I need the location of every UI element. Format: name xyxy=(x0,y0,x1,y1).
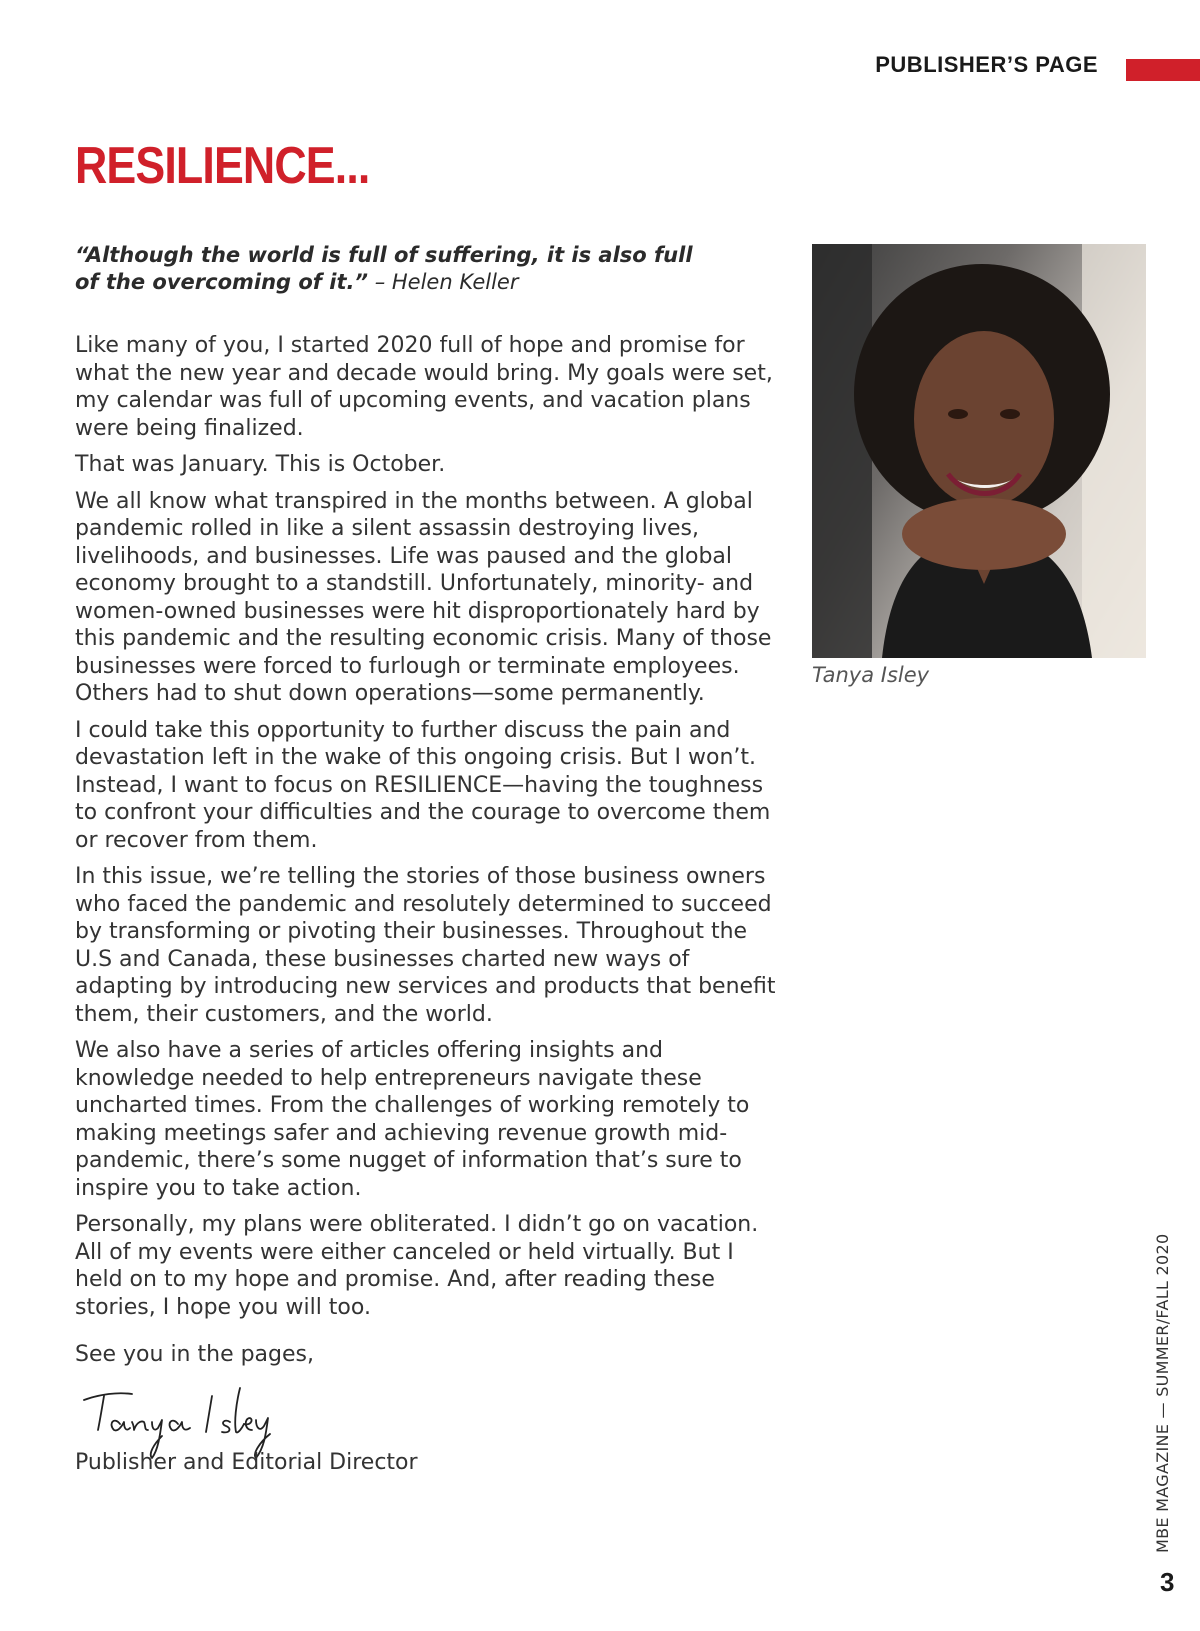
quote-text: “Although the world is full of suffering, it is also full of the overcoming of it.” xyxy=(75,243,693,294)
magazine-issue-footer: MBE MAGAZINE — SUMMER/FALL 2020 xyxy=(1153,1233,1172,1553)
signoff-line: See you in the pages, xyxy=(75,1342,314,1367)
section-label: PUBLISHER’S PAGE xyxy=(875,52,1098,77)
quote-attribution: – Helen Keller xyxy=(374,270,519,294)
section-accent-bar xyxy=(1126,59,1200,81)
article-title: RESILIENCE... xyxy=(75,137,370,195)
body-paragraph: In this issue, we’re telling the stories of those business owners who faced the pandemic and resolutely determined to succeed by transforming or pivoting their businesses. Throughout the U.S and Canada, these businesses charted new ways of adapting by introducing new services and products that benefit them, their customers, and the world. xyxy=(75,864,776,1027)
signer-title: Publisher and Editorial Director xyxy=(75,1450,418,1475)
photo-caption: Tanya Isley xyxy=(812,663,930,687)
body-paragraph: We also have a series of articles offering insights and knowledge needed to help entrepreneurs navigate these uncharted times. From the challenges of working remotely to making meetings safer and achieving revenue growth mid-pandemic, there’s some nugget of information that’s sure to inspire you to take action. xyxy=(75,1038,750,1201)
body-paragraph: I could take this opportunity to further discuss the pain and devastation left in the wake of this ongoing crisis. But I won’t. Instead, I want to focus on RESILIENCE—having the toughness to confront your difficulties and the courage to overcome them or recover from them. xyxy=(75,717,771,853)
body-paragraph: That was January. This is October. xyxy=(75,452,446,477)
pull-quote xyxy=(75,242,695,296)
body-paragraph: We all know what transpired in the months between. A global pandemic rolled in like a silent assassin destroying lives, livelihoods, and businesses. Life was paused and the global economy brought to a standstill. Unfortunately, minority- and women-owned businesses were hit disproportionately hard by this pandemic and the resulting economic crisis. Many of those businesses were forced to furlough or terminate employees. Others had to shut down operations—some permanently. xyxy=(75,488,772,706)
body-paragraph: Personally, my plans were obliterated. I didn’t go on vacation. All of my events were either canceled or held virtually. But I held on to my hope and promise. And, after reading these stories, I hope you will too. xyxy=(75,1212,759,1320)
publisher-photo xyxy=(812,244,1146,658)
article-body xyxy=(75,332,781,1330)
body-paragraph: Like many of you, I started 2020 full of hope and promise for what the new year and decade would bring. My goals were set, my calendar was full of upcoming events, and vacation plans were being finalized. xyxy=(75,333,773,441)
page-number: 3 xyxy=(1160,1567,1175,1597)
